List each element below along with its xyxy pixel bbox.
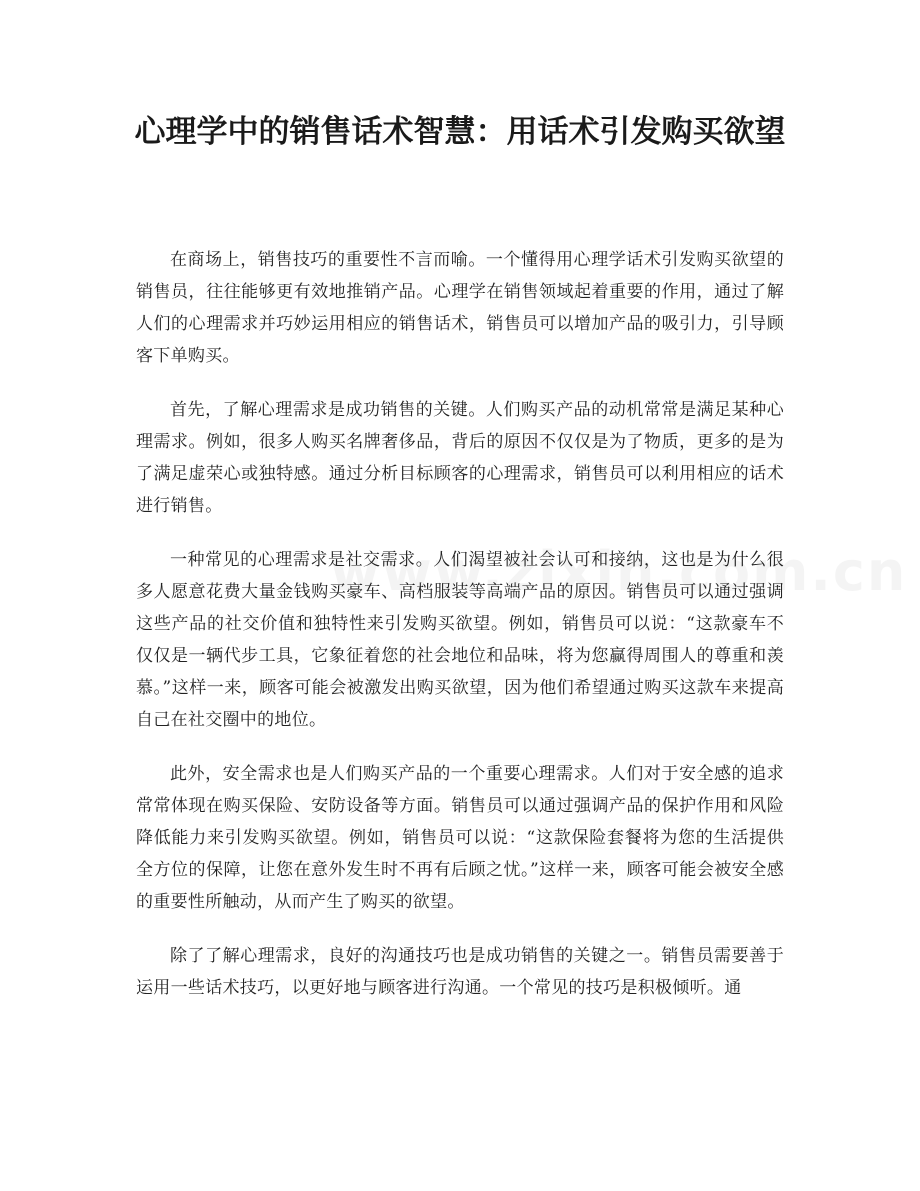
- paragraph-1: 在商场上，销售技巧的重要性不言而喻。一个懂得用心理学话术引发购买欲望的销售员，往往能够更有效地推销产品。心理学在销售领域起着重要的作用，通过了解人们的心理需求并巧妙运用相应的销售话术，销售员可以增加产品的吸引力，引导顾客下单购买。: [136, 250, 784, 366]
- paragraph-4: 此外，安全需求也是人们购买产品的一个重要心理需求。人们对于安全感的追求常常体现在购买保险、安防设备等方面。销售员可以通过强调产品的保护作用和风险降低能力来引发购买欲望。例如，销售员可以说：“这款保险套餐将为您的生活提供全方位的保障，让您在意外发生时不再有后顾之忧。”这样一来，顾客可能会被安全感的重要性所触动，从而产生了购买的欲望。: [136, 764, 784, 912]
- paragraph-3: 一种常见的心理需求是社交需求。人们渴望被社会认可和接纳，这也是为什么很多人愿意花费大量金钱购买豪车、高档服装等高端产品的原因。销售员可以通过强调这些产品的社交价值和独特性来引发购买欲望。例如，销售员可以说：“这款豪车不仅仅是一辆代步工具，它象征着您的社会地位和品味，将为您赢得周围人的尊重和羡慕。”这样一来，顾客可能会被激发出购买欲望，因为他们希望通过购买这款车来提高自己在社交圈中的地位。: [136, 550, 784, 730]
- paragraph-2: 首先，了解心理需求是成功销售的关键。人们购买产品的动机常常是满足某种心理需求。例如，很多人购买名牌奢侈品，背后的原因不仅仅是为了物质，更多的是为了满足虚荣心或独特感。通过分析目标顾客的心理需求，销售员可以利用相应的话术进行销售。: [136, 400, 784, 516]
- document-body: [136, 244, 784, 1026]
- document-title: 心理学中的销售话术智慧：用话术引发购买欲望: [134, 114, 786, 150]
- paragraph-5: 除了了解心理需求，良好的沟通技巧也是成功销售的关键之一。销售员需要善于运用一些话术技巧，以更好地与顾客进行沟通。一个常见的技巧是积极倾听。通: [136, 946, 784, 998]
